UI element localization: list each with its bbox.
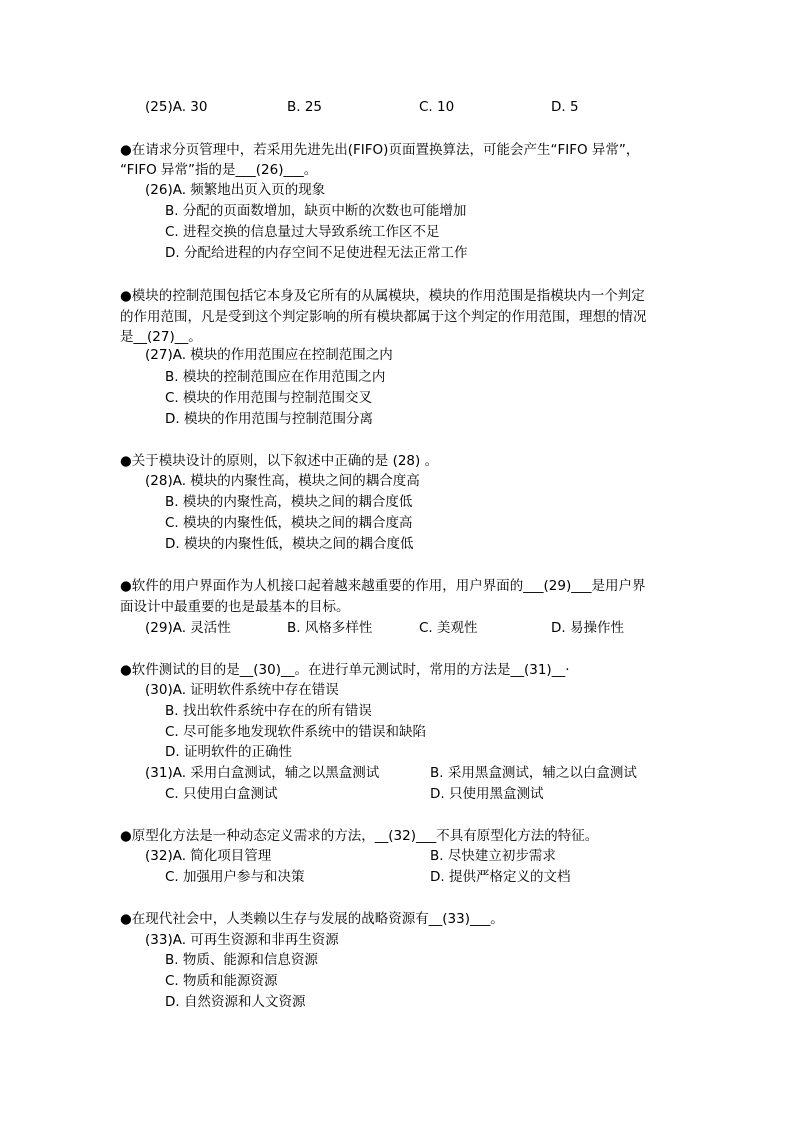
q26-option-b: B. 分配的页面数增加，缺页中断的次数也可能增加 (165, 203, 467, 219)
q27-stem-line: 的作用范围，凡是受到这个判定影响的所有模块都属于这个判定的作用范围，理想的情况 (120, 309, 647, 325)
q26-stem-line: ●在请求分页管理中，若采用先进先出(FIFO)页面置换算法，可能会产生“FIFO 异常”， (120, 142, 640, 158)
q33-option-d: D. 自然资源和人文资源 (165, 994, 306, 1010)
q28-option-c: C. 模块的内聚性低，模块之间的耦合度高 (165, 515, 413, 531)
q31-option-a: (31)A. 采用白盒测试，辅之以黑盒测试 (145, 765, 380, 781)
q32-option-d: D. 提供严格定义的文档 (430, 869, 571, 885)
q28-option-d: D. 模块的内聚性低，模块之间的耦合度低 (165, 536, 414, 552)
q28-option-b: B. 模块的内聚性高，模块之间的耦合度低 (165, 494, 413, 510)
q27-stem-line: ●模块的控制范围包括它本身及它所有的从属模块，模块的作用范围是指模块内一个判定 (120, 288, 645, 304)
q31-option-d: D. 只使用黑盒测试 (430, 786, 544, 802)
q29-option-b: B. 风格多样性 (287, 620, 373, 636)
q30-option-b: B. 找出软件系统中存在的所有错误 (165, 703, 372, 719)
q30-option-a: (30)A. 证明软件系统中存在错误 (145, 682, 339, 698)
q33-option-a: (33)A. 可再生资源和非再生资源 (145, 932, 339, 948)
q33-stem-line: ●在现代社会中，人类赖以生存与发展的战略资源有__(33)___。 (120, 911, 504, 927)
q31-option-c: C. 只使用白盒测试 (165, 786, 278, 802)
q29-option-a: (29)A. 灵活性 (145, 620, 231, 636)
q32-option-a: (32)A. 简化项目管理 (145, 848, 272, 864)
q30-stem-line: ●软件测试的目的是__(30)__。在进行单元测试时，常用的方法是__(31)__· (120, 662, 570, 678)
q26-option-d: D. 分配给进程的内存空间不足使进程无法正常工作 (165, 245, 468, 261)
q27-option-c: C. 模块的作用范围与控制范围交叉 (165, 390, 373, 406)
q33-option-b: B. 物质、能源和信息资源 (165, 952, 318, 968)
q29-stem-line: 面设计中最重要的也是最基本的目标。 (120, 599, 350, 615)
q25-option-b: B. 25 (287, 99, 323, 115)
q32-option-b: B. 尽快建立初步需求 (430, 848, 556, 864)
q33-option-c: C. 物质和能源资源 (165, 973, 278, 989)
q31-option-b: B. 采用黑盒测试，辅之以白盒测试 (430, 765, 637, 781)
q25-option-c: C. 10 (419, 99, 455, 115)
q27-stem-line: 是__(27)__。 (120, 329, 202, 345)
q29-stem-line: ●软件的用户界面作为人机接口起着越来越重要的作用，用户界面的___(29)___是用户界 (120, 578, 646, 594)
q25-option-a: (25)A. 30 (145, 99, 208, 115)
q30-option-d: D. 证明软件的正确性 (165, 744, 292, 760)
q32-option-c: C. 加强用户参与和决策 (165, 869, 305, 885)
q32-stem-line: ●原型化方法是一种动态定义需求的方法，__(32)___不具有原型化方法的特征。 (120, 828, 599, 844)
q26-option-c: C. 进程交换的信息量过大导致系统工作区不足 (165, 224, 440, 240)
q25-option-d: D. 5 (551, 99, 579, 115)
q28-stem-line: ●关于模块设计的原则，以下叙述中正确的是 (28) 。 (120, 453, 439, 469)
q26-stem-line: “FIFO 异常”指的是___(26)___。 (120, 162, 318, 178)
q29-option-d: D. 易操作性 (551, 620, 624, 636)
q26-option-a: (26)A. 频繁地出页入页的现象 (145, 182, 326, 198)
q29-option-c: C. 美观性 (419, 620, 478, 636)
q30-option-c: C. 尽可能多地发现软件系统中的错误和缺陷 (165, 724, 427, 740)
q27-option-a: (27)A. 模块的作用范围应在控制范围之内 (145, 347, 393, 363)
q28-option-a: (28)A. 模块的内聚性高，模块之间的耦合度高 (145, 473, 420, 489)
q27-option-d: D. 模块的作用范围与控制范围分离 (165, 411, 373, 427)
q27-option-b: B. 模块的控制范围应在作用范围之内 (165, 369, 386, 385)
